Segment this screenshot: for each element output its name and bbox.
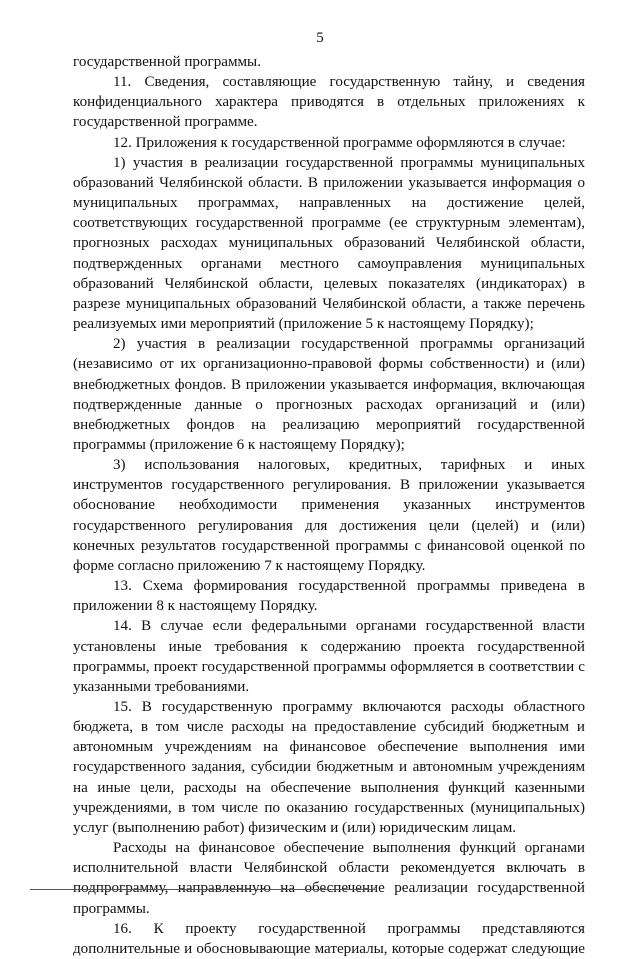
paragraph-item-15: 15. В государственную программу включаются расходы областного бюджета, в том числе расходы на предоставление субсидий бюджетным и автономным учреждениям на финансовое обеспечение выполнения ими государственного задания, субсидии бюджетным и автономным учреждениям на иные цели, расходы на обеспечение выполнения функций казенными учреждениями, в том числе по оказанию государственных (муниципальных) услуг (выполнению работ) физическим и (или) юридическим лицам. [73,699,585,836]
footer-rule [30,889,375,890]
page-number: 5 [316,30,324,46]
paragraph-subitem-1: 1) участия в реализации государственной программы муниципальных образований Челябинской области. В приложении указывается информация о муниципальных программах, направленных на достижение целей, соответствующих государственной программе (ее структурным элементам), прогнозных расходах муниципальных образований Челябинской области, подтвержденных органами местного самоуправления муниципальных образований Челябинской области, целевых показателях (индикаторах) в разрезе муниципальных образований Челябинской области, а также перечень реализуемых ими мероприятий (приложение 5 к настоящему Порядку); [73,154,585,333]
paragraph-subitem-2: 2) участия в реализации государственной программы организаций (независимо от их организационно-правовой формы собственности) и (или) внебюджетных фондов. В приложении указывается информация, включающая подтвержденные данные о прогнозных расходах организаций и (или) внебюджетных фондов на реализацию мероприятий государственной программы (приложение 6 к настоящему Порядку); [73,336,585,453]
paragraph-continuation: государственной программы. [73,54,261,70]
paragraph-item-11: 11. Сведения, составляющие государственную тайну, и сведения конфиденциального характера приводятся в отдельных приложениях к государственной программе. [73,74,585,131]
paragraph-item-13: 13. Схема формирования государственной программы приведена в приложении 8 к настоящему Порядку. [73,578,585,615]
paragraph-item-12: 12. Приложения к государственной программе оформляются в случае: [113,134,566,151]
paragraph-subitem-3: 3) использования налоговых, кредитных, тарифных и иных инструментов государственного регулирования. В приложении указывается обоснование необходимости применения указанных инструментов государственного регулирования для достижения цели (целей) и (или) конечных результатов государственной программы с финансовой оценкой по форме согласно приложению 7 к настоящему Порядку. [73,457,585,574]
paragraph-expenses-note: Расходы на финансовое обеспечение выполнения функций органами исполнительной власти Челябинской области рекомендуется включать в подпрограмму, направленную на обеспечение реализации государственной программы. [73,840,585,917]
paragraph-item-16: 16. К проекту государственной программы представляются дополнительные и обосновывающие материалы, которые содержат следующие [73,920,585,957]
document-body [73,52,585,959]
paragraph-item-14: 14. В случае если федеральными органами государственной власти установлены иные требования к содержанию проекта государственной программы, проект государственной программы оформляется в соответствии с указанными требованиями. [73,618,585,695]
